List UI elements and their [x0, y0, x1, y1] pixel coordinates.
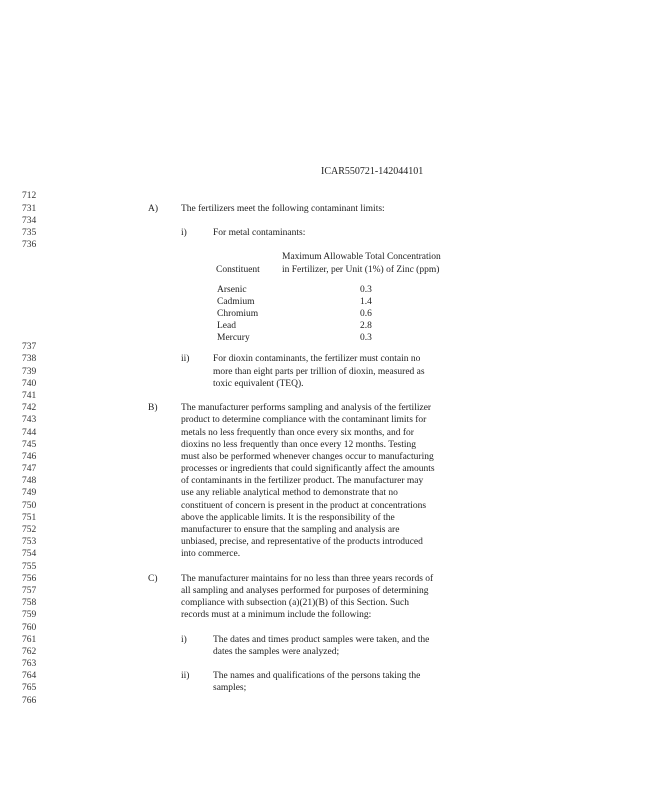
section-a-item-i-text: For metal contaminants:	[213, 228, 306, 238]
table-cell-constituent: Cadmium	[217, 297, 255, 307]
line-number: 736	[22, 240, 37, 250]
section-c-line: records must at a minimum include the following:	[181, 610, 372, 620]
section-b-line: unbiased, precise, and representative of the products introduced	[181, 537, 423, 547]
line-number: 760	[22, 623, 37, 633]
section-c-item-i-label: i)	[181, 635, 187, 645]
table-header-col1: Constituent	[216, 265, 260, 275]
table-cell-value: 0.3	[360, 333, 372, 343]
line-number: 751	[22, 513, 37, 523]
line-number: 759	[22, 610, 37, 620]
line-number: 737	[22, 342, 37, 352]
line-number: 747	[22, 464, 37, 474]
line-number: 739	[22, 367, 37, 377]
section-b-line: The manufacturer performs sampling and analysis of the fertilizer	[181, 403, 432, 413]
line-number: 753	[22, 537, 37, 547]
section-c-item-ii-label: ii)	[181, 671, 190, 681]
section-b-line: into commerce.	[181, 549, 241, 559]
section-b-line: metals no less frequently than once every six months, and for	[181, 428, 414, 438]
section-b-line: dioxins no less frequently than once every 12 months. Testing	[181, 440, 417, 450]
line-number: 745	[22, 440, 37, 450]
section-a-item-ii-label: ii)	[181, 354, 190, 364]
line-number: 744	[22, 428, 37, 438]
line-number: 766	[22, 696, 37, 706]
section-b-label: B)	[148, 403, 158, 413]
line-number: 764	[22, 671, 37, 681]
line-number: 731	[22, 204, 37, 214]
section-a-item-ii-line: more than eight parts per trillion of dioxin, measured as	[213, 367, 425, 377]
table-cell-value: 0.6	[360, 309, 372, 319]
line-number: 757	[22, 586, 37, 596]
section-b-line: constituent of concern is present in the product at concentrations	[181, 501, 427, 511]
section-c-line: compliance with subsection (a)(21)(B) of this Section. Such	[181, 598, 409, 608]
section-c-line: The manufacturer maintains for no less than three years records of	[181, 574, 434, 584]
table-header-col2-line2: in Fertilizer, per Unit (1%) of Zinc (ppm)	[282, 265, 440, 275]
table-cell-constituent: Mercury	[217, 333, 250, 343]
table-cell-constituent: Arsenic	[217, 285, 247, 295]
line-number: 734	[22, 216, 37, 226]
line-number: 754	[22, 549, 37, 559]
line-number: 740	[22, 379, 37, 389]
section-c-item-ii-line: samples;	[213, 683, 247, 693]
line-number: 758	[22, 598, 37, 608]
line-number: 748	[22, 476, 37, 486]
section-a-label: A)	[148, 204, 159, 214]
line-number: 735	[22, 228, 37, 238]
table-cell-value: 2.8	[360, 321, 372, 331]
line-number: 712	[22, 191, 37, 201]
line-number: 743	[22, 415, 37, 425]
table-cell-value: 1.4	[360, 297, 372, 307]
table-cell-constituent: Lead	[217, 321, 236, 331]
line-number: 738	[22, 354, 37, 364]
section-a-item-i-label: i)	[181, 228, 187, 238]
line-number: 761	[22, 635, 37, 645]
line-number: 746	[22, 452, 37, 462]
line-number: 763	[22, 659, 37, 669]
line-number: 742	[22, 403, 37, 413]
table-cell-constituent: Chromium	[217, 309, 259, 319]
line-number: 752	[22, 525, 37, 535]
line-number: 762	[22, 647, 37, 657]
section-a-item-ii-line: toxic equivalent (TEQ).	[213, 379, 304, 389]
line-number: 765	[22, 683, 37, 693]
section-b-line: processes or ingredients that could significantly affect the amounts	[181, 464, 435, 474]
section-a-text: The fertilizers meet the following contaminant limits:	[181, 204, 385, 214]
section-c-line: all sampling and analyses performed for purposes of determining	[181, 586, 429, 596]
section-a-item-ii-line: For dioxin contaminants, the fertilizer must contain no	[213, 354, 421, 364]
table-header-col2-line1: Maximum Allowable Total Concentration	[282, 252, 441, 262]
section-b-line: must also be performed whenever changes occur to manufacturing	[181, 452, 434, 462]
line-number: 756	[22, 574, 37, 584]
section-c-item-i-line: dates the samples were analyzed;	[213, 647, 340, 657]
section-b-line: product to determine compliance with the contaminant limits for	[181, 415, 427, 425]
table-cell-value: 0.3	[360, 285, 372, 295]
section-b-line: of contaminants in the fertilizer product. The manufacturer may	[181, 476, 424, 486]
section-b-line: above the applicable limits. It is the responsibility of the	[181, 513, 395, 523]
section-b-line: use any reliable analytical method to demonstrate that no	[181, 488, 398, 498]
line-number: 750	[22, 501, 37, 511]
line-number: 755	[22, 562, 37, 572]
line-number: 749	[22, 488, 37, 498]
document-header-code: ICAR550721-142044101	[321, 166, 424, 177]
section-b-line: manufacturer to ensure that the sampling and analysis are	[181, 525, 400, 535]
section-c-label: C)	[148, 574, 158, 584]
section-c-item-i-line: The dates and times product samples were taken, and the	[213, 635, 430, 645]
line-number: 741	[22, 391, 37, 401]
section-c-item-ii-line: The names and qualifications of the persons taking the	[213, 671, 421, 681]
